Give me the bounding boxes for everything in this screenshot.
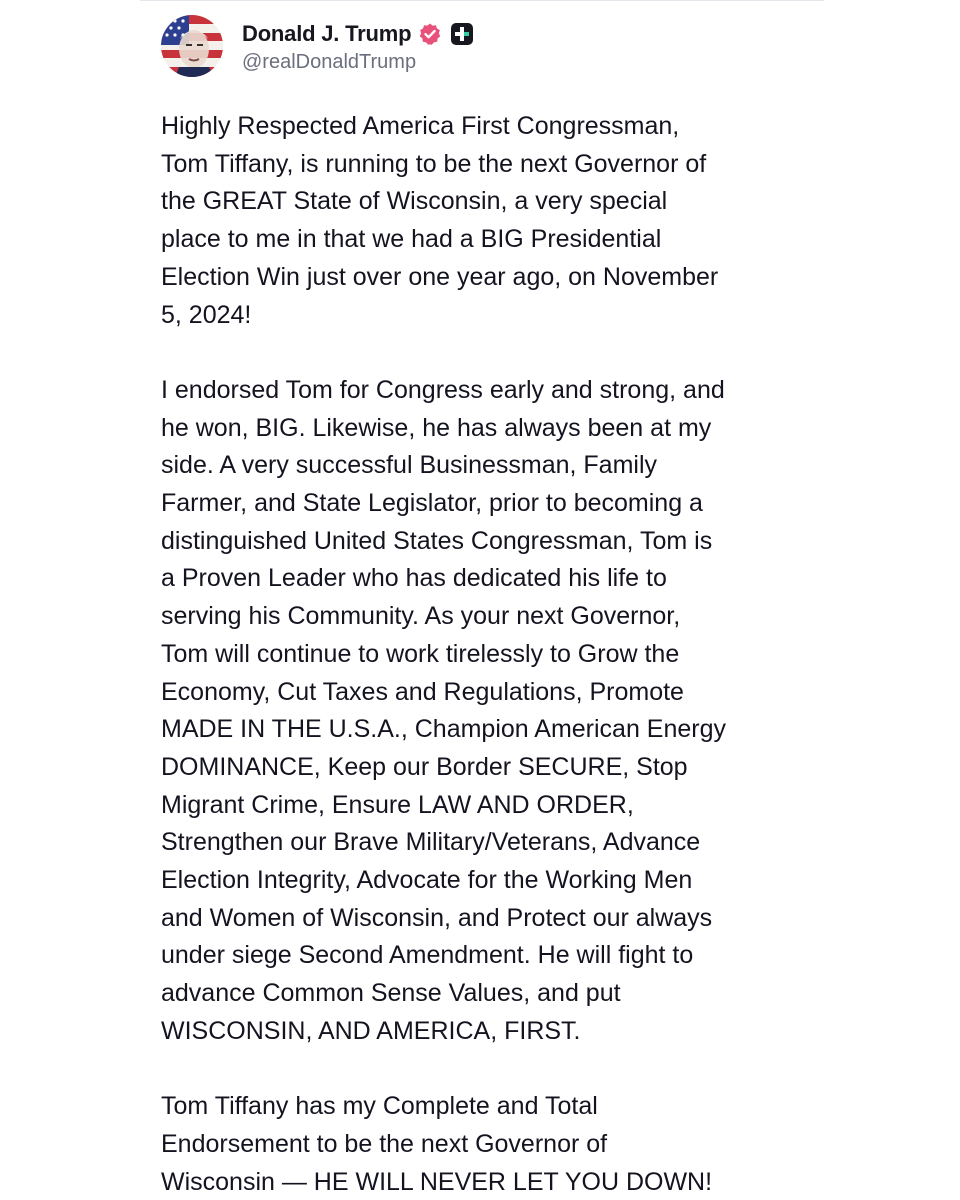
post-paragraph: I endorsed Tom for Congress early and strong, and he won, BIG. Likewise, he has always been at my side. A very successful Businessman, Family Farmer, and State Legislator, prior to becoming a distinguished United States Congressman, Tom is a Proven Leader who has dedicated his life to serving his Community. As your next Governor, Tom will continue to work tirelessly to Grow the Economy, Cut Taxes and Regulations, Promote MADE IN THE U.S.A., Champion American Energy DOMINANCE, Keep our Border SECURE, Stop Migrant Crime, Ensure LAW AND ORDER, Strengthen our Brave Military/Veterans, Advance Election Integrity, Advocate for the Working Men and Women of Wisconsin, and Protect our always under siege Second Amendment. He will fight to advance Common Sense Values, and put WISCONSIN, AND AMERICA, FIRST.	[161, 375, 727, 1045]
verified-badge-icon	[418, 22, 442, 46]
post-paragraph: Highly Respected America First Congressman, Tom Tiffany, is running to be the next Governor of the GREAT State of Wisconsin, a very special place to me in that we had a BIG Presidential Election Win just over one year ago, on November 5, 2024!	[161, 112, 719, 329]
avatar[interactable]	[161, 15, 223, 77]
post-body	[161, 108, 841, 1200]
post-paragraph: Tom Tiffany has my Complete and Total Endorsement to be the next Governor of Wisconsin — HE WILL NEVER LET YOU DOWN!	[161, 1092, 713, 1196]
avatar-image	[161, 15, 223, 77]
name-row	[242, 18, 474, 50]
author-identity	[242, 18, 474, 74]
author-display-name[interactable]: Donald J. Trump	[242, 21, 412, 46]
plus-badge-icon	[450, 22, 474, 46]
author-handle[interactable]: @realDonaldTrump	[242, 51, 417, 73]
post-card	[161, 14, 841, 1200]
top-divider	[140, 0, 824, 1]
post-header	[161, 14, 841, 78]
